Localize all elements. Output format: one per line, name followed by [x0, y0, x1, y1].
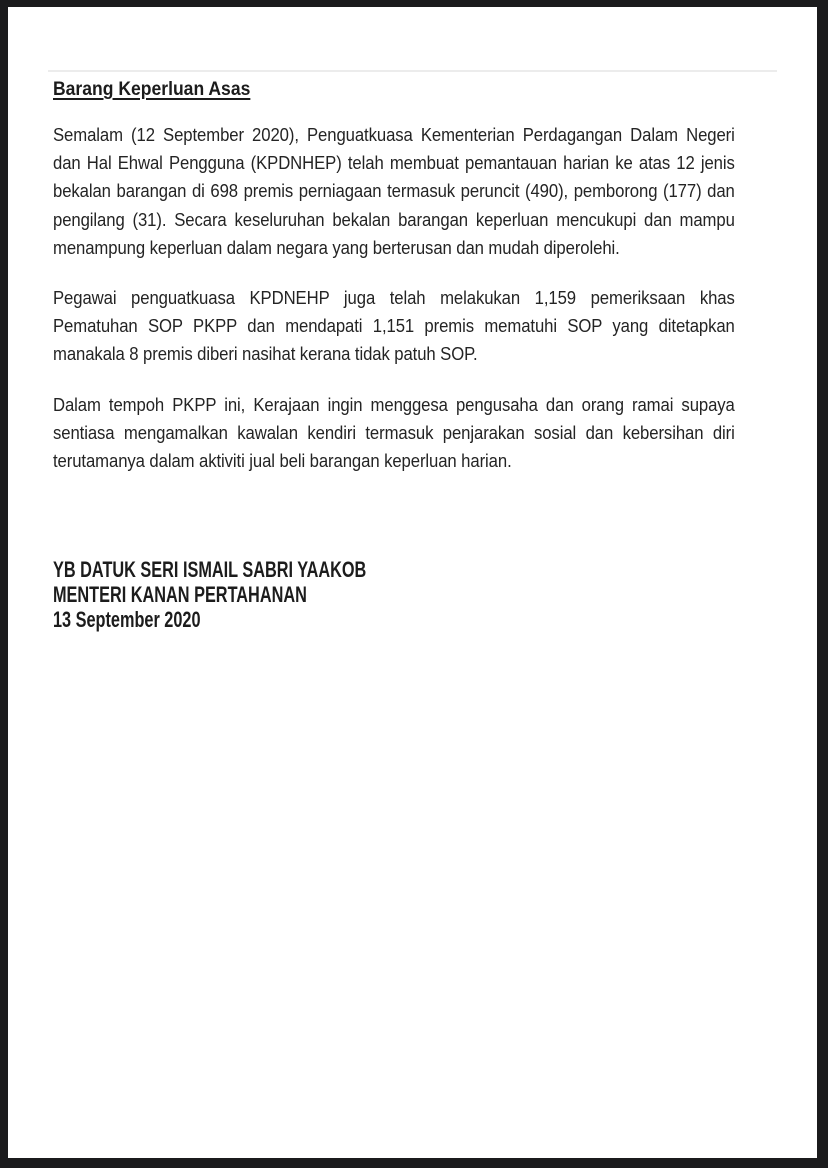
document-body — [53, 121, 735, 491]
signatory-title: MENTERI KANAN PERTAHANAN — [53, 582, 307, 607]
document-heading: Barang Keperluan Asas — [53, 78, 251, 100]
paragraph-monitoring: Semalam (12 September 2020), Penguatkuasa Kementerian Perdagangan Dalam Negeri dan Hal Ehwal Pengguna (KPDNHEP) telah membuat pemantauan harian ke atas 12 jenis bekalan barangan di 698 premis perniagaan termasuk peruncit (490), pemborong (177) dan pengilang (31). Secara keseluruhan bekalan barangan keperluan mencukupi dan mampu menampung keperluan dalam negara yang berterusan dan mudah diperolehi. — [53, 124, 735, 258]
signatory-name: YB DATUK SERI ISMAIL SABRI YAAKOB — [53, 557, 367, 582]
paragraph-advice: Dalam tempoh PKPP ini, Kerajaan ingin menggesa pengusaha dan orang ramai supaya sentiasa mengamalkan kawalan kendiri termasuk penjarakan sosial dan kebersihan diri terutamanya dalam aktiviti jual beli barangan keperluan harian. — [53, 393, 735, 472]
top-divider-rule — [48, 70, 777, 72]
signature-block — [53, 557, 366, 632]
signature-date: 13 September 2020 — [53, 607, 201, 632]
paragraph-inspections: Pegawai penguatkuasa KPDNEHP juga telah melakukan 1,159 pemeriksaan khas Pematuhan SOP PKPP dan mendapati 1,151 premis mematuhi SOP yang ditetapkan manakala 8 premis diberi nasihat kerana tidak patuh SOP. — [53, 287, 735, 365]
document-page — [8, 7, 817, 1158]
